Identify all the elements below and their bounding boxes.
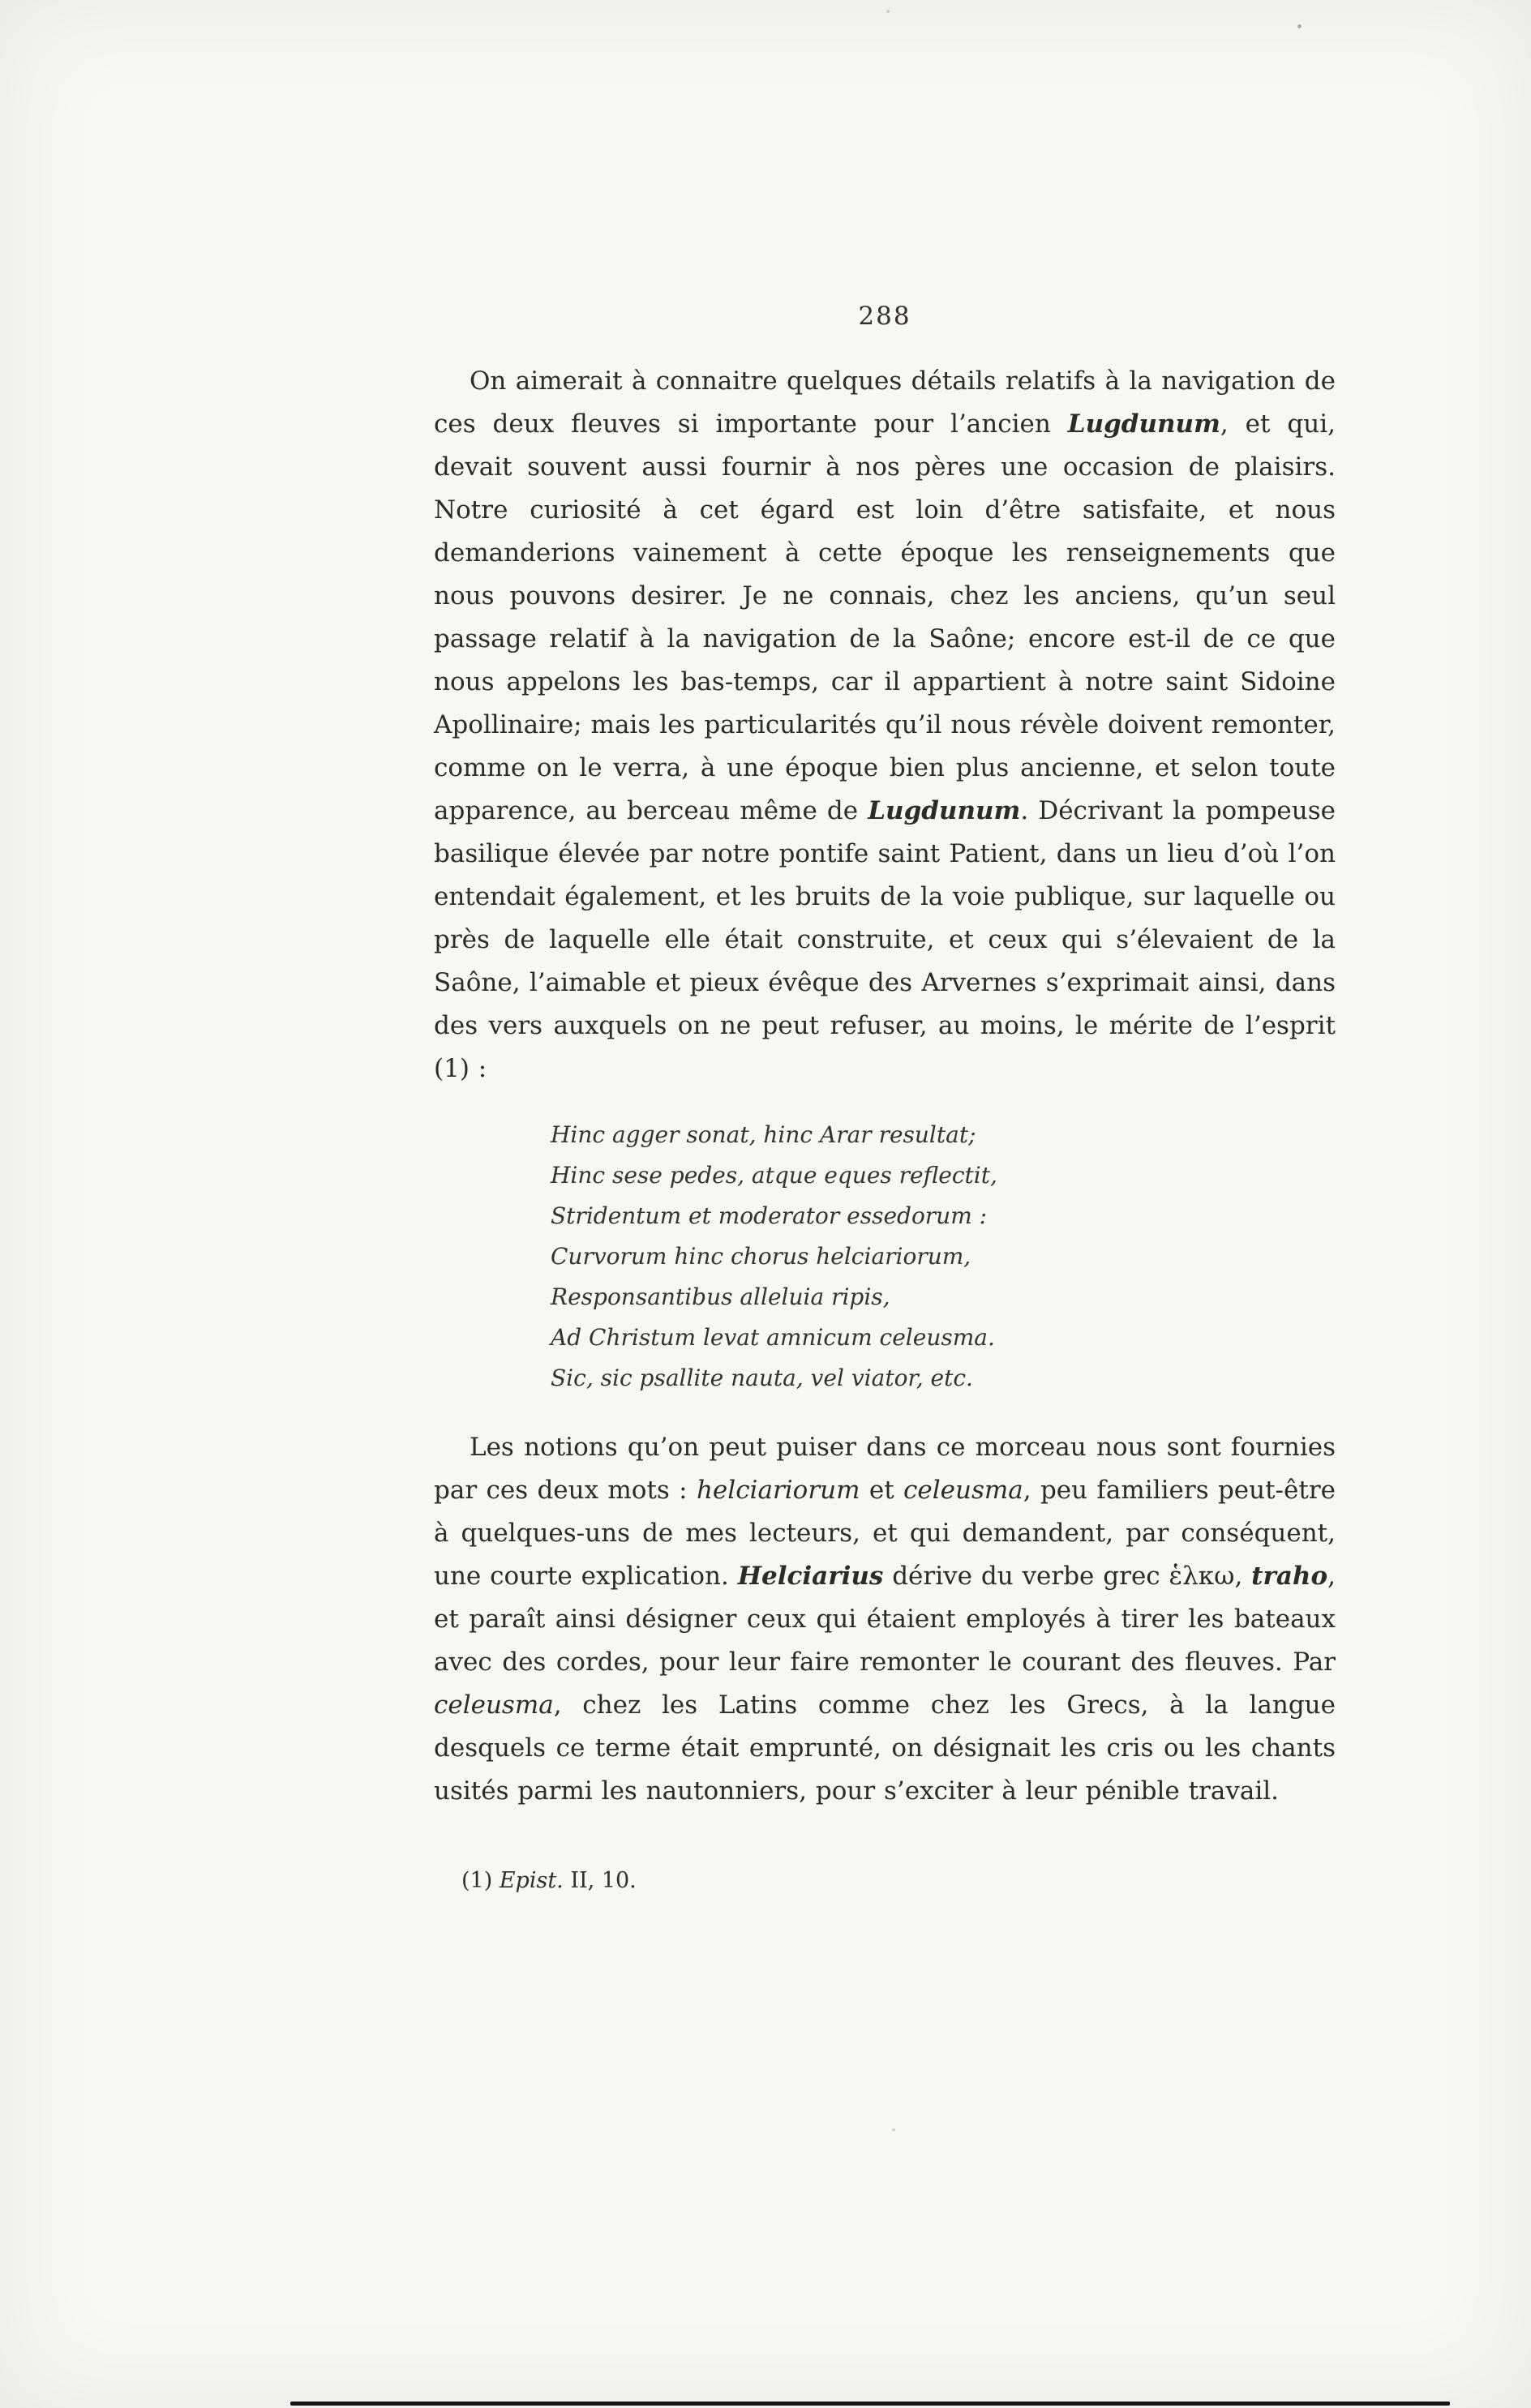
text-segment: Les notions qu’on peut puiser dans ce morceau nous sont fournies par ces deux mots : (434, 1433, 1336, 1505)
text-segment: traho (1251, 1562, 1328, 1591)
verse-line: Stridentum et moderator essedorum : (551, 1202, 988, 1229)
text-segment: , chez les Latins comme chez les Grecs, à la langue desquels ce terme était emprunté, on désignait les cris ou les chants usités parmi les nautonniers, pour s’exciter à leur pénible travail. (434, 1690, 1336, 1806)
text-segment: celeusma (434, 1690, 554, 1720)
page-text-block (434, 302, 1336, 1897)
scan-artifact-bottom-line (290, 2402, 1450, 2406)
verse-line: Responsantibus alleluia ripis, (551, 1283, 890, 1310)
scan-speck (886, 10, 890, 13)
text-segment: celeusma (903, 1476, 1023, 1505)
scan-speck (1297, 24, 1302, 28)
paragraph-explanation (434, 1426, 1336, 1813)
text-segment: helciariorum (696, 1476, 860, 1505)
latin-verse-block (551, 1115, 1336, 1399)
verse-line: Hinc sese pedes, atque eques reflectit, (551, 1162, 997, 1189)
text-segment: On aimerait à connaitre quelques détails relatifs à la navigation de ces deux fleuves si importante pour l’ancien (434, 366, 1336, 439)
text-segment: Lugdunum (868, 796, 1021, 825)
verse-line: Curvorum hinc chorus helciariorum, (551, 1243, 971, 1270)
text-segment: II, 10. (563, 1868, 637, 1893)
verse-line: Ad Christum levat amnicum celeusma. (551, 1324, 995, 1351)
text-segment: (1) (461, 1868, 500, 1893)
text-segment: Epist. (499, 1868, 564, 1893)
scan-speck (892, 2128, 895, 2132)
text-segment: , peu familiers peut-être à quelques-uns de mes lecteurs, et qui demandent, par conséquent, une courte explication. (434, 1476, 1336, 1591)
footnote (434, 1865, 1336, 1897)
verse-line: Sic, sic psallite nauta, vel viator, etc. (551, 1365, 973, 1391)
text-segment: . Décrivant la pompeuse basilique élevée par notre pontife saint Patient, dans un lieu d’où l’on entendait également, et les bruits de la voie publique, sur laquelle ou près de laquelle elle était construite, et ceux qui s’élevaient de la Saône, l’aimable et pieux évêque des Arvernes s’exprimait ainsi, dans des vers auxquels on ne peut refuser, au moins, le mérite de l’esprit (1) : (434, 796, 1336, 1083)
text-segment: , et paraît ainsi désigner ceux qui étaient employés à tirer les bateaux avec des cordes, pour leur faire remonter le courant des fleuves. Par (434, 1562, 1336, 1677)
text-segment: Lugdunum (1067, 409, 1220, 439)
text-segment: Helciarius (737, 1562, 884, 1591)
page-number: 288 (858, 302, 911, 331)
verse-line: Hinc agger sonat, hinc Arar resultat; (551, 1121, 976, 1148)
text-segment: , et qui, devait souvent aussi fournir à nos pères une occasion de plaisirs. Notre curiosité à cet égard est loin d’être satisfaite, et nous demanderions vainement à cette époque les renseignements que nous pouvons desirer. Je ne connais, chez les anciens, qu’un seul passage relatif à la navigation de la Saône; encore est-il de ce que nous appelons les bas-temps, car il appartient à notre saint Sidoine Apollinaire; mais les particularités qu’il nous révèle doivent remonter, comme on le verra, à une époque bien plus ancienne, et selon toute apparence, au berceau même de (434, 409, 1336, 825)
text-segment: et (860, 1476, 904, 1505)
paragraph-navigation-intro (434, 360, 1336, 1090)
text-segment: dérive du verbe grec ἑλκω, (883, 1562, 1252, 1591)
